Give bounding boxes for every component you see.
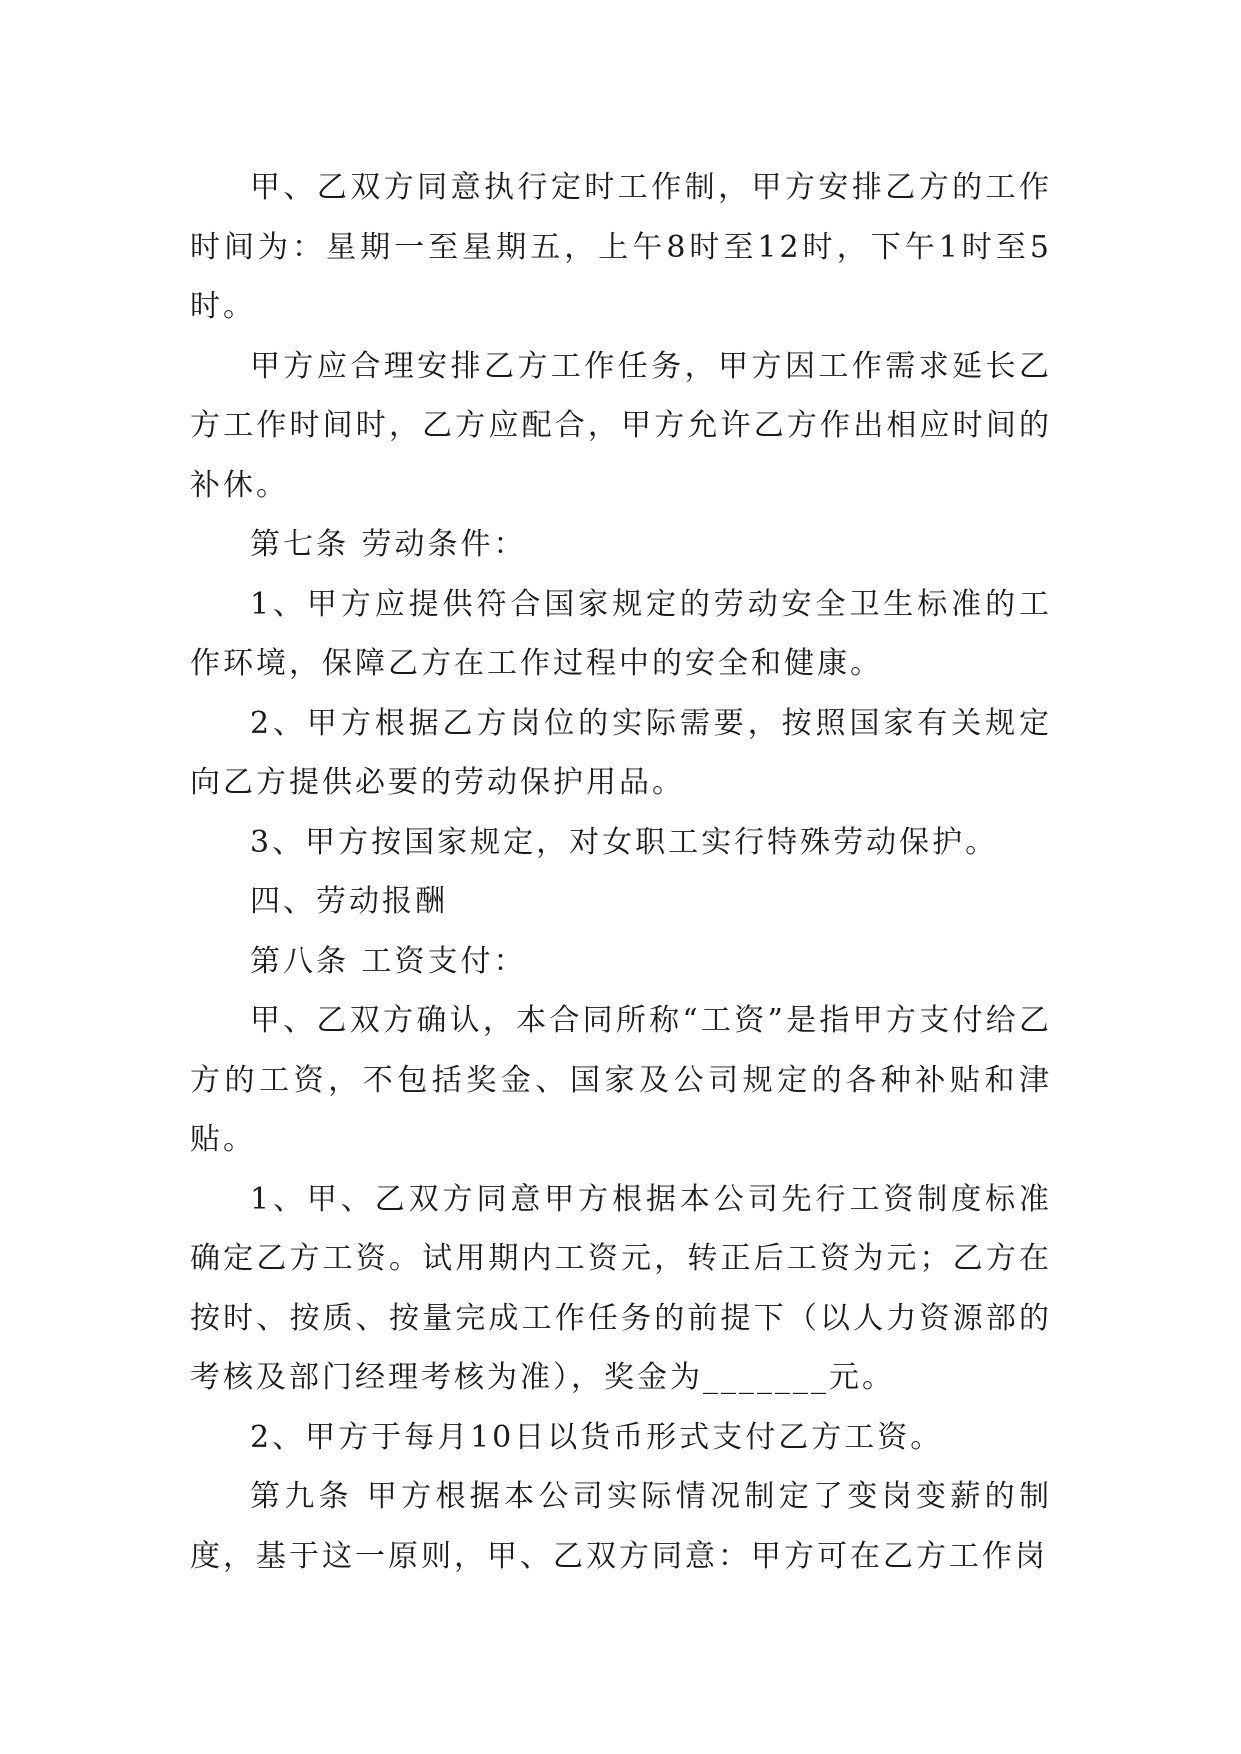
article-8-heading: 第八条 工资支付： bbox=[250, 943, 527, 979]
paragraph-labor-condition-2: 2、甲方根据乙方岗位的实际需要，按照国家有关规定向乙方提供必要的劳动保护用品。 bbox=[190, 705, 1052, 800]
article-9-paragraph: 第九条 甲方根据本公司实际情况制定了变岗变薪的制度，基于这一原则，甲、乙双方同意：甲方可在乙方工作岗 bbox=[190, 1479, 1052, 1574]
paragraph-labor-condition-1: 1、甲方应提供符合国家规定的劳动安全卫生标准的工作环境，保障乙方在工作过程中的安全和健康。 bbox=[190, 586, 1052, 681]
document-page bbox=[190, 158, 1052, 1586]
paragraph-working-hours: 甲、乙双方同意执行定时工作制，甲方安排乙方的工作时间为：星期一至星期五，上午8时至12时，下午1时至5时。 bbox=[190, 170, 1052, 324]
article-7-heading: 第七条 劳动条件： bbox=[250, 527, 527, 562]
paragraph-wage-definition: 甲、乙双方确认，本合同所称“工资”是指甲方支付给乙方的工资，不包括奖金、国家及公司规定的各种补贴和津贴。 bbox=[190, 1003, 1052, 1157]
paragraph-wage-1: 1、甲、乙双方同意甲方根据本公司先行工资制度标准确定乙方工资。试用期内工资元，转正后工资为元；乙方在按时、按质、按量完成工作任务的前提下（以人力资源部的考核及部门经理考核为准），奖金为_______元。 bbox=[190, 1181, 1052, 1395]
section-4-heading: 四、劳动报酬 bbox=[250, 884, 448, 919]
paragraph-overtime: 甲方应合理安排乙方工作任务，甲方因工作需求延长乙方工作时间时，乙方应配合，甲方允许乙方作出相应时间的补休。 bbox=[190, 348, 1052, 503]
paragraph-wage-2: 2、甲方于每月10日以货币形式支付乙方工资。 bbox=[250, 1419, 944, 1455]
paragraph-labor-condition-3: 3、甲方按国家规定，对女职工实行特殊劳动保护。 bbox=[250, 824, 999, 860]
